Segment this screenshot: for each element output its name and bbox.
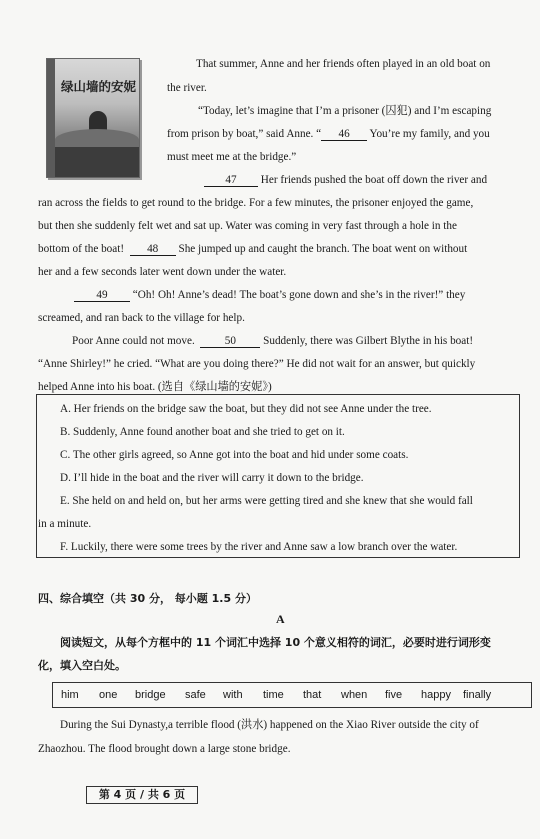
word-bank-item: finally — [463, 689, 492, 701]
option-d[interactable]: D. I’ll hide in the boat and the river will carry it down to the bridge. — [60, 472, 364, 484]
passage-line: the river. — [167, 82, 207, 94]
passage-line: must meet me at the bridge.” — [167, 151, 297, 163]
passage-line — [204, 173, 487, 187]
blank-50[interactable]: 50 — [200, 335, 260, 348]
passage-line: “Today, let’s imagine that I’m a prisoner (囚犯) and I’m escaping — [198, 105, 492, 117]
blank-47[interactable]: 47 — [204, 174, 258, 187]
section-heading: 四、综合填空（共 30 分， 每小题 1.5 分） — [38, 592, 257, 605]
word-bank-item: with — [223, 689, 243, 701]
instructions-line: 阅读短文，从每个方框中的 11 个词汇中选择 10 个意义相符的词汇，必要时进行词形变 — [60, 636, 491, 649]
instructions-line: 化，填入空白处。 — [38, 659, 126, 672]
passage-text: “Oh! Oh! Anne’s dead! The boat’s gone down and she’s in the river!” they — [130, 289, 466, 301]
passage-line: “Anne Shirley!” he cried. “What are you doing there?” He did not wait for an answer, but quickly — [38, 358, 476, 370]
passage-line — [167, 127, 490, 141]
book-cover-image — [46, 58, 140, 178]
blank-48[interactable]: 48 — [130, 243, 176, 256]
book-title: 绿山墙的安妮 — [61, 79, 137, 94]
page-number: 第 4 页 / 共 6 页 — [86, 786, 198, 804]
passage-line: but then she suddenly felt wet and sat up. Water was coming in very fast through a hole in the — [38, 220, 457, 232]
word-bank-item: that — [303, 689, 322, 701]
option-b[interactable]: B. Suddenly, Anne found another boat and she tried to get on it. — [60, 426, 345, 438]
word-bank-item: when — [341, 689, 368, 701]
passage-text: You’re my family, and you — [367, 128, 490, 140]
passage-line — [74, 288, 465, 302]
option-c[interactable]: C. The other girls agreed, so Anne got into the boat and hid under some coats. — [60, 449, 409, 461]
word-bank-item: safe — [185, 689, 206, 701]
word-bank-item: him — [61, 689, 79, 701]
option-a[interactable]: A. Her friends on the bridge saw the boat, but they did not see Anne under the tree. — [60, 403, 432, 415]
passage-text: She jumped up and caught the branch. The boat went on without — [175, 243, 468, 255]
blank-49[interactable]: 49 — [74, 289, 130, 302]
word-bank-item: bridge — [135, 689, 166, 701]
word-bank-item: time — [263, 689, 284, 701]
passage-text: Suddenly, there was Gilbert Blythe in his boat! — [260, 335, 474, 347]
book-spine — [47, 59, 55, 177]
part-label: A — [276, 612, 285, 626]
word-bank-item: happy — [421, 689, 451, 701]
passage-text: Poor Anne could not move. — [72, 335, 195, 347]
word-bank-item: one — [99, 689, 118, 701]
passage-text: Her friends pushed the boat off down the river and — [258, 174, 488, 186]
passage-text: bottom of the boat! — [38, 243, 125, 255]
passage-line: screamed, and ran back to the village for help. — [38, 312, 245, 324]
blank-46[interactable]: 46 — [321, 128, 367, 141]
option-e-continued: in a minute. — [38, 518, 92, 530]
text-line: During the Sui Dynasty,a terrible flood (洪水) happened on the Xiao River outside the city of — [60, 719, 479, 731]
passage-text: from prison by boat,” said Anne. “ — [167, 128, 322, 140]
option-f[interactable]: F. Luckily, there were some trees by the river and Anne saw a low branch over the water. — [60, 541, 458, 553]
passage-line: That summer, Anne and her friends often played in an old boat on — [196, 58, 491, 70]
text-line: Zhaozhou. The flood brought down a large stone bridge. — [38, 743, 291, 755]
passage-line: her and a few seconds later went down under the water. — [38, 266, 287, 278]
word-bank-box — [52, 682, 532, 708]
passage-line: helped Anne into his boat. (选自《绿山墙的安妮》) — [38, 381, 272, 393]
option-e[interactable]: E. She held on and held on, but her arms were getting tired and she knew that she would fall — [60, 495, 473, 507]
passage-line: ran across the fields to get round to the bridge. For a few minutes, the prisoner enjoyed the game, — [38, 197, 474, 209]
passage-line — [72, 334, 473, 348]
word-bank-item: five — [385, 689, 403, 701]
book-ground — [55, 147, 139, 177]
passage-line — [38, 242, 467, 256]
